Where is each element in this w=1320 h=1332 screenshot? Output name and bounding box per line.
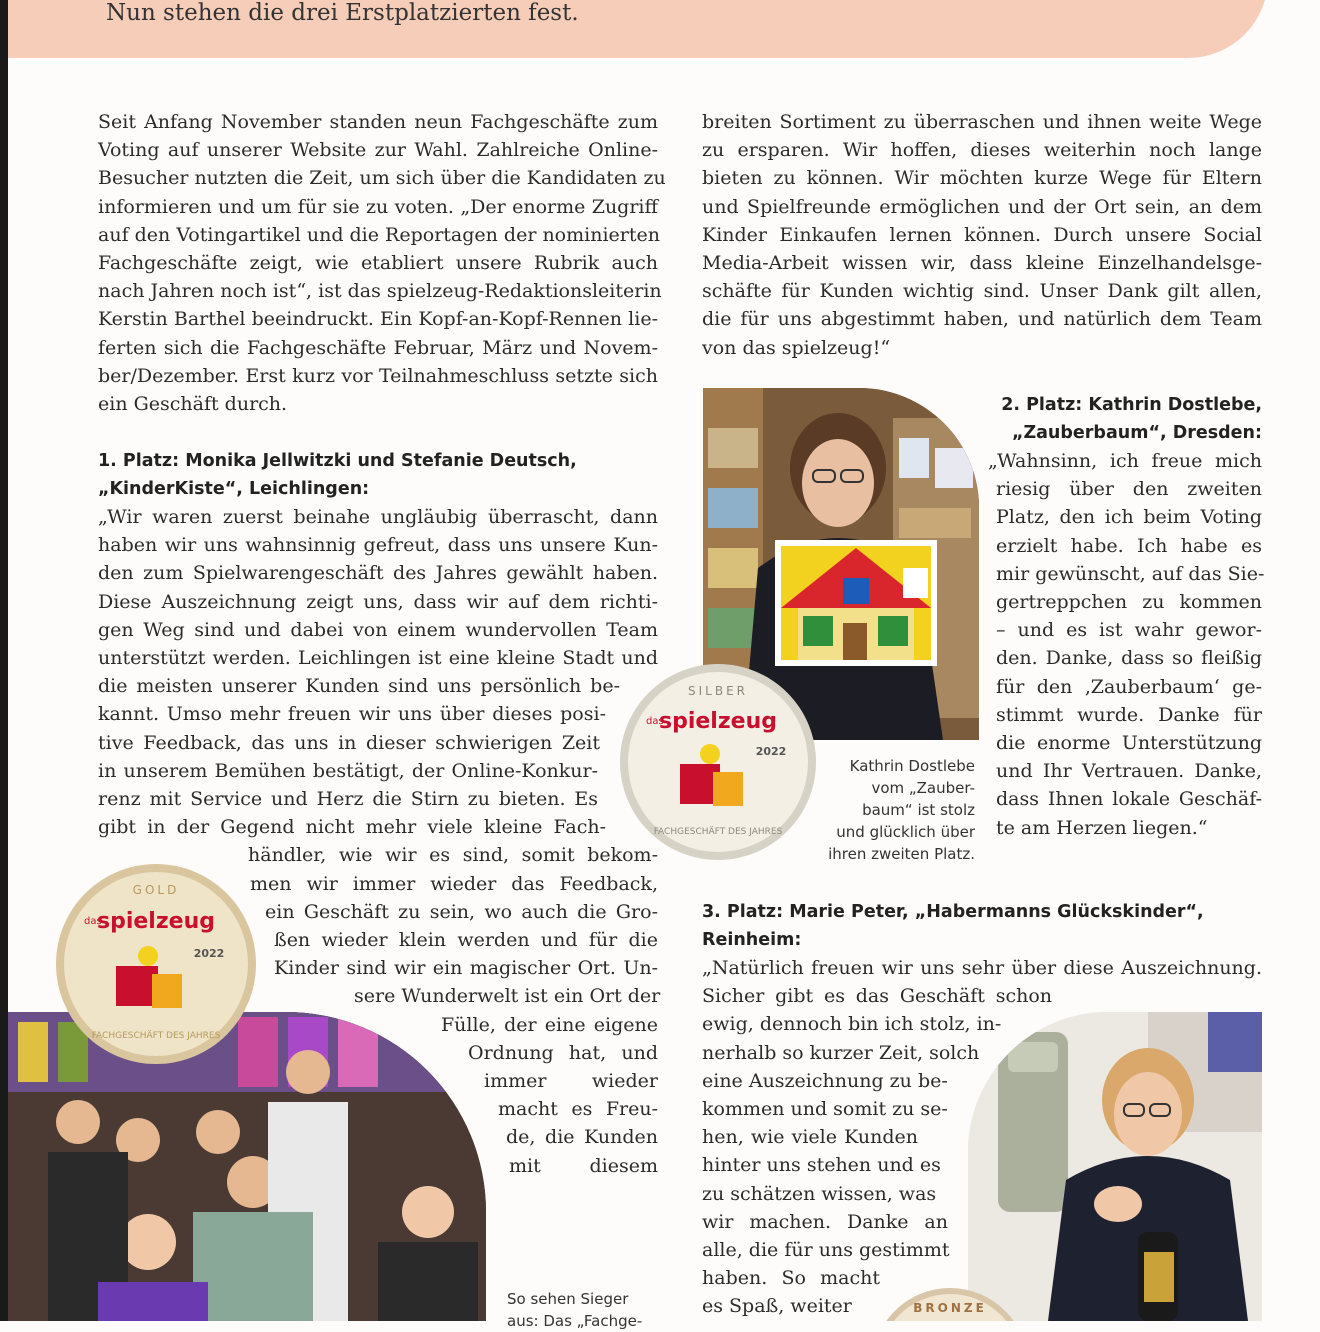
place1-quote-line: haben wir uns wahnsinnig gefreut, dass uns unsere Kun- [98, 534, 658, 557]
place1-caption-line: aus: Das „Fachge- [507, 1312, 643, 1330]
intro-banner [8, 0, 1268, 58]
col1-intro-line: Voting auf unserer Website zur Wahl. Zahlreiche Online- [98, 139, 658, 162]
col1-intro-line: ber/Dezember. Erst kurz vor Teilnahmeschluss setzte sich [98, 364, 658, 387]
col1-intro-line: nach Jahren noch ist“, ist das spielzeug-Redaktionsleiterin [98, 280, 662, 303]
place2-caption [800, 755, 975, 865]
place1-quote-line: macht es Freu- [498, 1098, 658, 1121]
place2-quote-line: gertreppchen zu kommen [996, 591, 1262, 614]
place1-quote-line: Ordnung hat, und [468, 1041, 658, 1064]
place2-quote-line: stimmt wurde. Danke für [996, 703, 1262, 726]
place2-quote-line: die enorme Unterstützung [996, 732, 1262, 755]
col2-cont-line: Media-Arbeit wissen wir, dass kleine Einzelhandelsge- [702, 252, 1262, 275]
place3-heading-line: 3. Platz: Marie Peter, „Habermanns Glückskinder“, [702, 902, 1204, 922]
col1-intro-line: auf den Votingartikel und die Reportagen der nominierten [98, 223, 660, 246]
col2-cont-line: Kinder Einkaufen lernen können. Durch unsere Social [702, 223, 1262, 246]
place1-quote-line: den zum Spielwarengeschäft des Jahres gewählt haben. [98, 562, 658, 585]
place2-caption-line: Kathrin Dostlebe [849, 757, 975, 775]
place1-heading-line: 1. Platz: Monika Jellwitzki und Stefanie Deutsch, [98, 451, 577, 471]
place3-quote-line: alle, die für uns gestimmt [702, 1239, 950, 1262]
badge-gold-ring: FACHGESCHÄFT DES JAHRES [91, 1031, 221, 1041]
place1-quote-line: Diese Auszeichnung zeigt uns, dass wir auf dem richti- [98, 590, 658, 613]
badge-gold-brand: spielzeug [97, 909, 215, 934]
place1-quote-line: gibt in der Gegend nicht mehr viele kleine Fach- [98, 816, 606, 839]
place1-quote-line: men wir immer wieder das Feedback, [250, 872, 658, 895]
badge-silver-tier: SILBER [688, 684, 748, 698]
col1-intro-line: Besucher nutzten die Zeit, um sich über die Kandidaten zu [98, 167, 666, 190]
col2-cont-line: die für uns abgestimmt haben, und natürlich dem Team [702, 308, 1262, 331]
place2-quote-line: dass Ihnen lokale Geschäf- [996, 788, 1262, 811]
place2-quote-line: Platz, den ich beim Voting [996, 506, 1262, 529]
col1-intro-line: ein Geschäft durch. [98, 393, 288, 416]
col2-cont-line: bieten zu können. Wir möchten kurze Wege für Eltern [702, 167, 1262, 190]
col1-intro [98, 108, 666, 418]
place1-quote-line: Kinder sind wir ein magischer Ort. Un- [274, 957, 658, 980]
place3-quote-line: wir machen. Danke an [702, 1210, 948, 1233]
place1-quote-line: ein Geschäft zu sein, wo auch die Gro- [265, 900, 658, 923]
badge-bronze-tier: BRONZE [913, 1301, 987, 1315]
badge-bronze [870, 1286, 1030, 1321]
col2-cont-line: und Spielfreunde ermöglichen und der Ort sein, an dem [702, 195, 1262, 218]
photo-glueckskinder-illustration [968, 1012, 1262, 1321]
place3-quote-line: kommen und somit zu se- [702, 1098, 948, 1121]
place2-quote-line: erzielt habe. Ich habe es [996, 534, 1262, 557]
place3-quote-line: ewig, dennoch bin ich stolz, in- [702, 1013, 1002, 1036]
place3-quote-line: hinter uns stehen und es [702, 1154, 941, 1177]
place1-caption-line: So sehen Sieger [507, 1290, 629, 1308]
col1-intro-line: Seit Anfang November standen neun Fachgeschäfte zum [98, 111, 658, 133]
place2-caption-line: baum“ ist stolz [862, 801, 975, 819]
place1-quote-line: unterstützt werden. Leichlingen ist eine kleine Stadt und [98, 647, 658, 670]
col1-intro-line: ferten sich die Fachgeschäfte Februar, März und Novem- [98, 336, 658, 359]
place1-quote-line: die meisten unserer Kunden sind uns persönlich be- [98, 675, 620, 698]
place2-quote-line: den. Danke, dass so fleißig [996, 647, 1262, 670]
place1-quote-line: de, die Kunden [506, 1126, 658, 1149]
place3-heading-line: Reinheim: [702, 930, 802, 951]
col1-intro-line: informieren und um für sie zu voten. „Der enorme Zugriff [98, 195, 658, 218]
place2-quote-line: te am Herzen liegen.“ [996, 816, 1208, 839]
col2-cont-line: zu ersparen. Wir hoffen, dieses weiterhin noch lange [702, 139, 1262, 162]
place3-heading [702, 898, 1262, 954]
col2-cont-line: schäfte für Kunden wichtig sind. Unser Dank gilt allen, [702, 280, 1262, 303]
place2-quote-line: und Ihr Vertrauen. Danke, [996, 760, 1262, 783]
place1-heading-line: „KinderKiste“, Leichlingen: [98, 479, 370, 500]
place2-caption-line: ihren zweiten Platz. [828, 845, 975, 863]
col1-intro-line: Kerstin Barthel beeindruckt. Ein Kopf-an-Kopf-Rennen lie- [98, 308, 658, 331]
badge-silver-ring: FACHGESCHÄFT DES JAHRES [653, 827, 783, 837]
place2-quote-line: mir gewünscht, auf das Sie- [996, 562, 1265, 585]
badge-silver-brand-small: das [646, 716, 664, 727]
place1-quote-line: Fülle, der eine eigene [441, 1013, 658, 1036]
photo-glueckskinder [968, 1012, 1262, 1321]
place3-quote-line: eine Auszeichnung zu be- [702, 1069, 948, 1092]
intro-text: Nun stehen die drei Erstplatzierten fest. [106, 0, 579, 26]
place3-quote-line: Sicher gibt es das Geschäft schon [702, 985, 1052, 1008]
badge-gold-tier: GOLD [132, 883, 180, 897]
place1-quote-line: sere Wunderwelt ist ein Ort der [354, 985, 661, 1008]
place2-quote [988, 447, 1265, 842]
place1-quote-line: immer wieder [484, 1070, 658, 1093]
badge-silver-year: 2022 [755, 745, 787, 758]
badge-gold [54, 862, 258, 1066]
place2-quote-line: „Wahnsinn, ich freue mich [988, 450, 1262, 472]
place2-quote-line: – und es ist wahr gewor- [996, 619, 1262, 642]
badge-gold-bag-icon [116, 966, 158, 1006]
place1-caption [507, 1288, 657, 1332]
left-edge-bar [0, 0, 8, 1321]
badge-silver [618, 662, 818, 862]
badge-silver-brand: spielzeug [659, 709, 777, 734]
place1-quote-line: händler, wie wir es sind, somit bekom- [248, 844, 658, 867]
place1-quote-line: tive Feedback, das uns in dieser schwierigen Zeit [98, 731, 600, 754]
badge-gold-brand-small: das [84, 916, 102, 927]
badge-gold-year: 2022 [193, 947, 225, 960]
col1-intro-line: Fachgeschäfte zeigt, wie etabliert unsere Rubrik auch [98, 252, 658, 275]
place1-quote-line: gen Weg sind und dabei von einem wundervollen Team [98, 618, 658, 641]
col2-continuation [702, 108, 1262, 362]
place3-quote-line: hen, wie viele Kunden [702, 1126, 918, 1149]
place3-quote-line: zu schätzen wissen, was [702, 1182, 937, 1205]
place3-quote-line: „Natürlich freuen wir uns sehr über diese Auszeichnung. [702, 957, 1262, 979]
place2-quote-line: für den ‚Zauberbaum‘ ge- [996, 675, 1262, 698]
place1-quote-line: „Wir waren zuerst beinahe ungläubig überrascht, dann [98, 506, 658, 528]
place2-caption-line: vom „Zauber- [871, 779, 975, 797]
place3-quote-line: haben. So macht [702, 1267, 880, 1290]
col2-cont-line: breiten Sortiment zu überraschen und ihnen weite Wege [702, 111, 1262, 133]
place1-quote-line: in unserem Bemühen bestätigt, der Online-Konkur- [98, 759, 598, 782]
col2-cont-line: von das spielzeug!“ [702, 336, 891, 359]
place3-quote-line: nerhalb so kurzer Zeit, solch [702, 1041, 980, 1064]
place2-heading [940, 391, 1262, 447]
place1-heading [98, 447, 658, 503]
place1-quote-line: ßen wieder klein werden und für die [274, 929, 658, 952]
place1-quote-line: mit diesem [509, 1154, 658, 1177]
place1-quote-line: renz mit Service und Herz die Stirn zu bieten. Es [98, 788, 598, 811]
place1-quote-line: kannt. Umso mehr freuen wir uns über dieses posi- [98, 703, 606, 726]
place2-caption-line: und glücklich über [836, 823, 975, 841]
place2-heading-line: 2. Platz: Kathrin Dostlebe, [1001, 395, 1262, 415]
place2-heading-line: „Zauberbaum“, Dresden: [1011, 423, 1262, 444]
place3-quote-line: es Spaß, weiter [702, 1295, 852, 1318]
place2-quote-line: riesig über den zweiten [996, 478, 1262, 501]
